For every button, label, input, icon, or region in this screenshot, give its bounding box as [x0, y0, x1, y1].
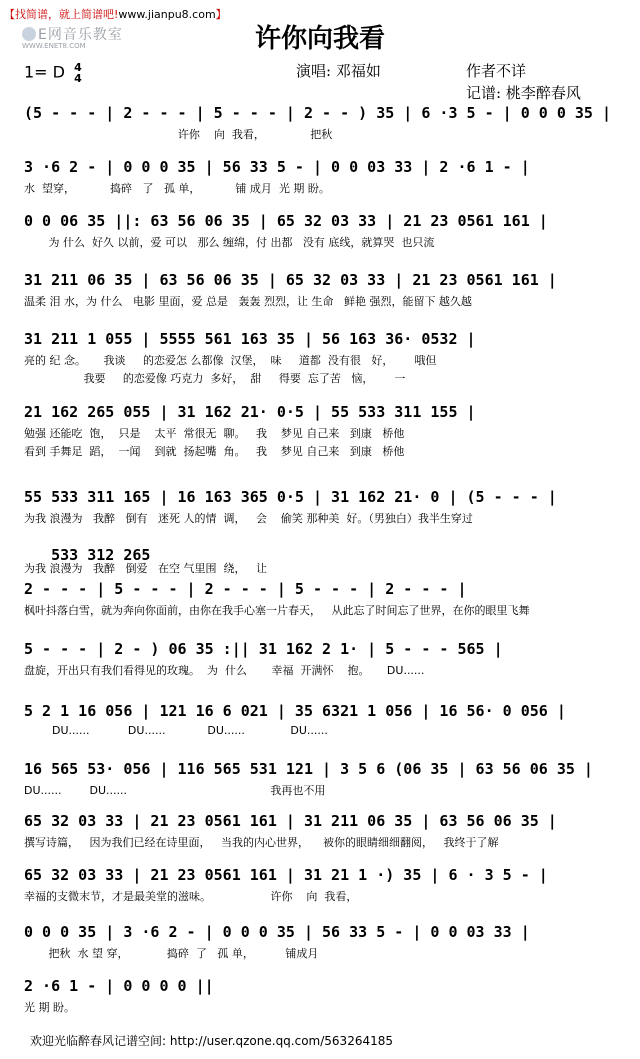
- lyric-line: 为我 浪漫为 我醉 倒爱 在空 气里围 绕， 让: [24, 562, 267, 575]
- notation-row: 65 32 03 33 | 21 23 0561 161 | 31 21 1 ·) 35 | 6 · 3 5 - |: [24, 866, 548, 884]
- watermark-text: E网音乐教室: [38, 27, 123, 43]
- banner-url[interactable]: www.jianpu8.com: [118, 8, 216, 21]
- lyric-line: 许你 向 我看， 把秋: [24, 128, 333, 141]
- banner-close: 】: [215, 8, 227, 21]
- notation-row: 0 0 06 35 ||: 63 56 06 35 | 65 32 03 33 | 21 23 0561 161 |: [24, 212, 548, 230]
- notation-row: 31 211 06 35 | 63 56 06 35 | 65 32 03 33 | 21 23 0561 161 |: [24, 271, 557, 289]
- footer-link[interactable]: 欢迎光临醉春风记谱空间: http://user.qzone.qq.com/563264185: [30, 1034, 394, 1048]
- notation-row: 5 - - - | 2 - ) 06 35 :|| 31 162 2 1· | 5 - - - 565 |: [24, 640, 503, 658]
- lyric-line: 为 什么 好久 以前，爱 可以 那么 缠绵，付 出都 没有 底线，就算哭 也只流: [24, 236, 435, 249]
- key-label: 1= D: [24, 62, 65, 82]
- lyric-line: 幸福的支微末节，才是最美堂的滋味。 许你 向 我看，: [24, 890, 358, 903]
- notation-row: 3 ·6 2 - | 0 0 0 35 | 56 33 5 - | 0 0 03 33 | 2 ·6 1 - |: [24, 158, 530, 176]
- lyric-line: 勉强 还能吃 饱， 只是 太平 常很无 聊。 我 梦见 自己来 到康 桥他: [24, 427, 405, 440]
- lyric-line: 水 望穿， 捣碎 了 孤 单， 铺 成月 光 期 盼。: [24, 182, 330, 195]
- banner-text: 【找简谱，就上简谱吧!: [4, 8, 119, 21]
- lyric-line: 温柔 泪 水，为 什么 电影 里面，爱 总是 轰轰 烈烈，让 生命 鲜艳 强烈，能留下 越久越: [24, 295, 472, 308]
- time-top: 4: [74, 61, 82, 74]
- lyric-line: 撰写诗篇， 因为我们已经在诗里面， 当我的内心世界， 被你的眼睛细细翻阅， 我终于了解: [24, 836, 499, 849]
- time-bottom: 4: [74, 72, 82, 85]
- lyric-line: 光 期 盼。: [24, 1001, 75, 1014]
- lyric-line: 把秋 水 望 穿， 捣碎 了 孤 单， 铺成月: [24, 947, 319, 960]
- lyric-line: 亮的 纪 念。 我谈 的恋爱怎 么都像 汉堡， 味 道都 没有很 好， 哦但: [24, 354, 437, 367]
- notation-row: 31 211 1 055 | 5555 561 163 35 | 56 163 36· 0532 |: [24, 330, 476, 348]
- notation-row: 21 162 265 055 | 31 162 21· 0·5 | 55 533 311 155 |: [24, 403, 476, 421]
- lyric-line: 为我 浪漫为 我醉 倒有 迷死 人的情 调， 会 偷笑 那种美 好。（男独白）我半生穿过: [24, 512, 473, 525]
- notation-row: 16 565 53· 056 | 116 565 531 121 | 3 5 6 (06 35 | 63 56 06 35 |: [24, 760, 593, 778]
- singer-credit: 演唱: 邓福如: [296, 62, 381, 80]
- lyric-line: DU...... DU...... DU...... DU......: [24, 724, 328, 737]
- scribe-credit: 记谱: 桃李醉春风: [466, 84, 581, 102]
- song-title: 许你向我看: [254, 24, 385, 54]
- lyric-line: 看到 手舞足 蹈， 一闻 到就 扬起嘴 角。 我 梦见 自己来 到康 桥他: [24, 445, 405, 458]
- notation-row: 55 533 311 165 | 16 163 365 0·5 | 31 162 21· 0 | (5 - - - |: [24, 488, 557, 506]
- author-credit: 作者不详: [466, 62, 527, 80]
- lyric-line: DU...... DU...... 我再也不用: [24, 784, 326, 797]
- lyric-line: 枫叶抖落白雪，就为奔向你面前，由你在我手心塞一片春天， 从此忘了时间忘了世界，在你的眼里飞舞: [24, 604, 530, 617]
- notation-row: 0 0 0 35 | 3 ·6 2 - | 0 0 0 35 | 56 33 5 - | 0 0 03 33 |: [24, 923, 530, 941]
- lyric-line: 我要 的恋爱像 巧克力 多好， 甜 得要 忘了苦 恼， 一: [24, 372, 406, 385]
- lyric-line: 盘旋，开出只有我们看得见的玫瑰。 为 什么 幸福 开满怀 抱。 DU......: [24, 664, 425, 677]
- watermark-subtext: WWW.ENET8.COM: [22, 42, 86, 50]
- notation-row: 5 2 1 16 056 | 121 16 6 021 | 35 6321 1 056 | 16 56· 0 056 |: [24, 702, 566, 720]
- key-signature: [24, 62, 82, 84]
- notation-row: 2 - - - | 5 - - - | 2 - - - | 5 - - - | 2 - - - |: [24, 580, 467, 598]
- time-signature: [74, 62, 82, 84]
- notation-row: 2 ·6 1 - | 0 0 0 0 ||: [24, 977, 214, 995]
- notation-row-alt: 533 312 265: [24, 546, 151, 564]
- notation-row: 65 32 03 33 | 21 23 0561 161 | 31 211 06 35 | 63 56 06 35 |: [24, 812, 557, 830]
- notation-row: (5 - - - | 2 - - - | 5 - - - | 2 - - ) 35 | 6 ·3 5 - | 0 0 0 35 |: [24, 104, 611, 122]
